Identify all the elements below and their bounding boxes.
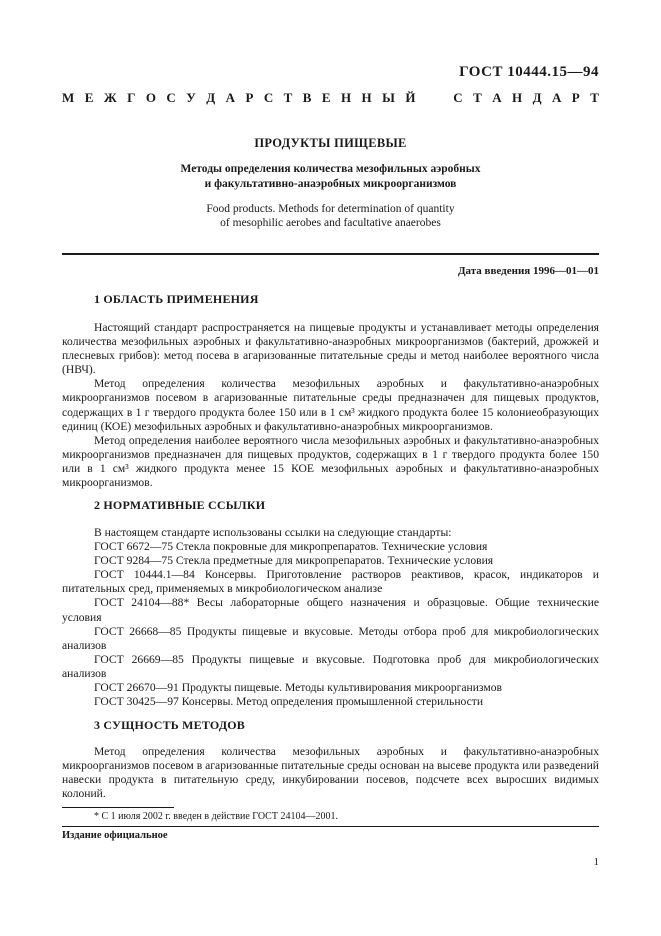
header-letter: Н — [361, 90, 372, 105]
header-letter: Ы — [382, 90, 395, 105]
standard-header — [62, 90, 599, 106]
header-letter: С — [166, 90, 176, 105]
subtitle-en-line-1: Food products. Methods for determination of quantity — [206, 203, 455, 215]
section-1-heading: 1 ОБЛАСТЬ ПРИМЕНЕНИЯ — [94, 292, 259, 306]
document-title: ПРОДУКТЫ ПИЩЕВЫЕ — [254, 136, 407, 150]
header-letter: О — [145, 90, 156, 105]
paragraph: Метод определения количества мезофильных аэробных и факультативно-анаэробных микроорганизмов посевом в агаризованные питательные среды предназначен для пищевых продуктов, содержащих в 1 г твердого продукта более 150 или в 1 см³ жидкого продукта более 15 колониеобразующих единиц (КОЕ) мезофильных аэробных и факультативно-анаэробных микроорганизмов. — [62, 377, 599, 433]
header-letter: А — [492, 90, 502, 105]
gost-number: ГОСТ 10444.15—94 — [459, 64, 599, 80]
header-letter: С — [453, 90, 463, 105]
reference-item: ГОСТ 30425—97 Консервы. Метод определения промышленной стерильности — [94, 695, 484, 709]
reference-item: ГОСТ 26668—85 Продукты пищевые и вкусовые. Методы отбора проб для микробиологических анализов — [62, 624, 599, 652]
header-letter: В — [302, 90, 312, 105]
edition-label: Издание официальное — [62, 830, 168, 841]
edition-divider — [62, 826, 599, 827]
header-letter: Д — [206, 90, 216, 105]
header-letter — [440, 90, 443, 106]
footnote-divider — [62, 807, 174, 808]
subtitle-ru-line-2: и факультативно-анаэробных микроорганизмов — [204, 178, 457, 190]
reference-item: ГОСТ 6672—75 Стекла покровные для микропрепаратов. Технические условия — [94, 540, 488, 554]
section-2-body — [62, 526, 599, 709]
header-letter: Й — [405, 90, 416, 105]
page-number: 1 — [593, 856, 599, 868]
footnote: * С 1 июля 2002 г. введен в действие ГОСТ 24104—2001. — [94, 811, 338, 822]
introduction-date: Дата введения 1996—01—01 — [457, 265, 599, 277]
header-letter: Е — [321, 90, 331, 105]
header-letter: Т — [590, 90, 599, 105]
header-letter: Д — [532, 90, 542, 105]
paragraph: Метод определения количества мезофильных аэробных и факультативно-анаэробных микроорганизмов посевом в агаризованные питательные среды основан на высеве продукта или разведений навески продукта в питательную среду, инкубировании посевов, подсчете всех выросших видимых колоний. — [62, 745, 599, 801]
section-3-body — [62, 745, 599, 801]
header-letter: М — [62, 90, 75, 105]
header-letter: А — [551, 90, 562, 105]
section-2-heading: 2 НОРМАТИВНЫЕ ССЫЛКИ — [94, 498, 266, 512]
header-letter: А — [225, 90, 235, 105]
paragraph: Метод определения наиболее вероятного числа мезофильных аэробных и факультативно-анаэробных микроорганизмов предназначен для пищевых продуктов, содержащих в 1 г твердого продукта более 150 или в 1 см³ жидкого продукта менее 15 КОЕ мезофильных аэробных и факультативно-анаэробных микроорганизмов. — [62, 433, 599, 490]
paragraph: В настоящем стандарте использованы ссылки на следующие стандарты: — [94, 526, 452, 539]
header-letter: С — [263, 90, 274, 105]
header-letter: У — [186, 90, 196, 105]
reference-item: ГОСТ 26670—91 Продукты пищевые. Методы культивирования микроорганизмов — [94, 681, 502, 695]
reference-item: ГОСТ 24104—88* Весы лабораторные общего назначения и образцовые. Общие технические условия — [62, 596, 599, 624]
header-letter: Т — [473, 90, 482, 105]
section-3-heading: 3 СУЩНОСТЬ МЕТОДОВ — [94, 718, 246, 732]
document-subtitle-ru — [62, 162, 599, 192]
subtitle-en-line-2: of mesophilic aerobes and facultative anaerobes — [220, 217, 441, 229]
header-letter: Т — [283, 90, 293, 105]
header-letter: Е — [84, 90, 94, 105]
header-letter: Р — [571, 90, 580, 105]
header-letter — [426, 90, 429, 106]
section-1-body — [62, 321, 599, 490]
header-letter: Р — [245, 90, 254, 105]
header-letter: Н — [512, 90, 523, 105]
header-letter: Ж — [103, 90, 117, 105]
reference-item: ГОСТ 26669—85 Продукты пищевые и вкусовые. Подготовка проб для микробиологических анализов — [62, 652, 599, 680]
paragraph: Настоящий стандарт распространяется на пищевые продукты и устанавливает методы определения количества мезофильных аэробных и факультативно-анаэробных микроорганизмов (бактерий, дрожжей и плесневых грибов): метод посева в агаризованные питательные среды и метод наиболее вероятного числа (НВЧ). — [62, 321, 599, 377]
title-divider — [62, 253, 599, 255]
reference-item: ГОСТ 10444.1—84 Консервы. Приготовление растворов реактивов, красок, индикаторов и питательных сред, применяемых в микробиологическом анализе — [62, 568, 599, 596]
header-letter: Г — [127, 90, 136, 105]
reference-item: ГОСТ 9284—75 Стекла предметные для микропрепаратов. Технические условия — [94, 554, 494, 568]
subtitle-ru-line-1: Методы определения количества мезофильных аэробных — [180, 163, 481, 175]
header-letter: Н — [340, 90, 352, 105]
document-subtitle-en — [62, 202, 599, 230]
